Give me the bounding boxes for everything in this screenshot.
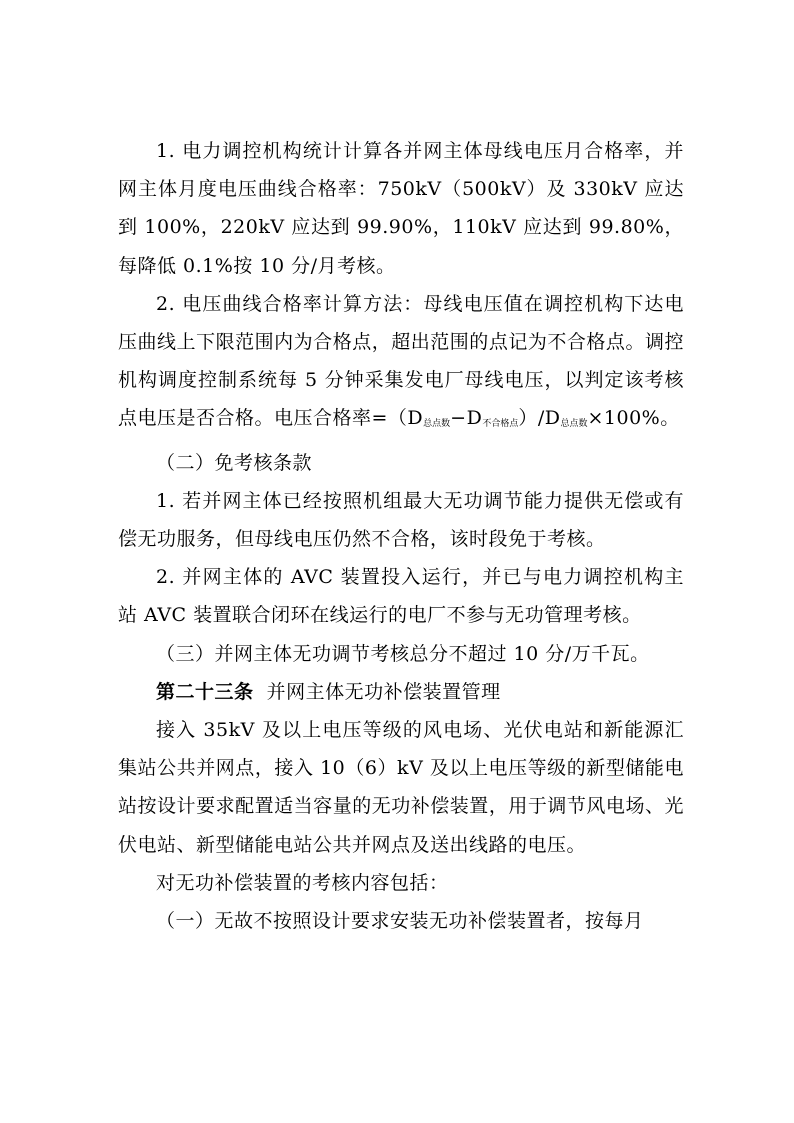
subscript-total-points-2: 总点数 [560, 419, 588, 430]
paragraph-score-limit: （三）并网主体无功调节考核总分不超过 10 分/万千瓦。 [156, 642, 650, 665]
article-heading [118, 673, 684, 711]
calc-end: ×100%。 [587, 407, 680, 430]
paragraph-assessment-intro: 对无功补偿装置的考核内容包括： [156, 871, 449, 894]
calc-divide-d: ）/D [518, 407, 561, 430]
paragraph-voltage-pass-rate: 1. 电力调控机构统计计算各并网主体母线电压月合格率，并网主体月度电压曲线合格率：750kV（500kV）及 330kV 应达到 100%，220kV 应达到 99.90%，110kV 应达到 99.80%，每降低 0.1%按 10 分/月考核。 [118, 140, 684, 277]
calc-text: 2. 电压曲线合格率计算方法：母线电压值在调控机构下达电压曲线上下限范围内为合格点，超出范围的点记为不合格点。调控机构调度控制系统每 5 分钟采集发电厂母线电压，以判定该考核点电压是否合格。电压合格率=（D [118, 292, 684, 430]
paragraph-assessment-1: （一）无故不按照设计要求安装无功补偿装置者，按每月 [156, 910, 644, 933]
paragraph-calculation-method [118, 285, 684, 444]
paragraph-exemption-2: 2. 并网主体的 AVC 装置投入运行，并已与电力调控机构主站 AVC 装置联合闭环在线运行的电厂不参与无功管理考核。 [118, 566, 684, 627]
subscript-total-points: 总点数 [423, 419, 451, 430]
article-number: 第二十三条 [156, 680, 254, 703]
calc-minus-d: −D [450, 407, 483, 430]
section-exemption-title: （二）免考核条款 [156, 451, 313, 474]
paragraph-reactive-compensation: 接入 35kV 及以上电压等级的风电场、光伏电站和新能源汇集站公共并网点，接入 10（6）kV 及以上电压等级的新型储能电站按设计要求配置适当容量的无功补偿装置，用于调节风电场、光伏电站、新型储能电站公共并网点及送出线路的电压。 [118, 719, 684, 856]
article-title: 并网主体无功补偿装置管理 [266, 680, 501, 703]
body-text [118, 132, 684, 940]
paragraph-exemption-1: 1. 若并网主体已经按照机组最大无功调节能力提供无偿或有偿无功服务，但母线电压仍然不合格，该时段免于考核。 [118, 489, 684, 551]
subscript-unqualified-points: 不合格点 [482, 419, 519, 430]
